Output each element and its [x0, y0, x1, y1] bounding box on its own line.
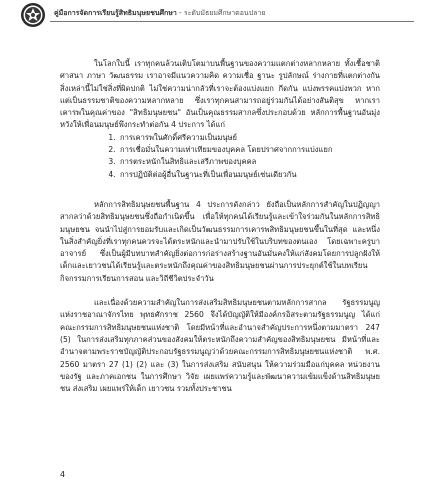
paragraph-intro: ในโลกใบนี้ เราทุกคนล้วนเติบโตมาบนพื้นฐานของความแตกต่างหลากหลาย ทั้งเชื้อชาติ ศาสนา ภาษา วัฒนธรรม เราอาจมีแนวความคิด ความเชื่อ ฐานะ รูปลักษณ์ ร่างกายที่แตกต่างกัน สิ่งเหล่านี้ไม่ใช่สิ่งที่ผิดปกติ ไม่ใช่ความน่ากลัวที่เราจะต้องแบ่งแยก กีดกัน แบ่งพรรคแบ่งพวก หากแต่เป็นธรรมชาติของความหลากหลาย ซึ่งเราทุกคนสามารถอยู่ร่วมกันได้อย่างสันติสุข หากเราเคารพในคุณค่าของ "สิทธิมนุษยชน" อันเป็นคุณธรรมสากลซึ่งประกอบด้วย หลักการพื้นฐานอันมุ่งหวังให้เพื่อนมนุษย์พึงกระทำต่อกัน 4 ประการ ได้แก่ — [60, 59, 380, 130]
paragraph-principles: หลักการสิทธิมนุษยชนพื้นฐาน 4 ประการดังกล่าว ยังถือเป็นหลักการสำคัญในปฏิญญาสากลว่าด้วยสิทธิมนุษยชนซึ่งถือกำเนิดขึ้น เพื่อให้ทุกคนได้เรียนรู้และเข้าใจร่วมกันในหลักการสิทธิมนุษยชน จนนำไปสู่การยอมรับและเกิดเป็นวัฒนธรรมการเคารพสิทธิมนุษยชนขึ้นในที่สุด และหนึ่งในสิ่งสำคัญยิ่งที่เราทุกคนควรจะได้ตระหนักและนำมาปรับใช้ในบริบทของตนเอง โดยเฉพาะครูบาอาจารย์ ซึ่งเป็นผู้มีบทบาทสำคัญยิ่งต่อการก่อร่างสร้างฐานอันมั่นคงให้แก่สังคมโดยการปลูกฝังให้เด็กและเยาวชนได้เรียนรู้และตระหนักถึงคุณค่าของสิทธิมนุษยชนผ่านการประยุกต์ใช้ในบทเรียน กิจกรรมการเรียนการสอน และวิถีชีวิตประจำวัน — [60, 199, 380, 283]
spacer — [60, 181, 380, 199]
page-header — [20, 0, 410, 30]
page-number: 4 — [60, 470, 66, 479]
nhrc-seal-logo-icon — [20, 2, 46, 28]
paragraph-constitution: และเนื่องด้วยความสำคัญในการส่งเสริมสิทธิมนุษยชนตามหลักการสากล รัฐธรรมนูญแห่งราชอาณาจักรไทย พุทธศักราช 2560 จึงได้บัญญัติให้มีองค์กรอิสระตามรัฐธรรมนูญ ได้แก่ คณะกรรมการสิทธิมนุษยชนแห่งชาติ โดยมีหน้าที่และอำนาจสำคัญประการหนึ่งตามมาตรา 247 (5) ในการส่งเสริมทุกภาคส่วนของสังคมให้ตระหนักถึงความสำคัญของสิทธิมนุษยชน มีหน้าที่และอำนาจตามพระราชบัญญัติประกอบรัฐธรรมนูญว่าด้วยคณะกรรมการสิทธิมนุษยชนแห่งชาติ พ.ศ. 2560 มาตรา 27 (1) (2) และ (3) ในการส่งเสริม สนับสนุน ให้ความร่วมมือแก่บุคคล หน่วยงานของรัฐ และภาคเอกชน ในการศึกษา วิจัย เผยแพร่ความรู้และพัฒนาความเข้มแข็งด้านสิทธิมนุษยชน ส่งเสริม เผยแพร่ให้เด็ก เยาวชน รวมทั้งประชาชน — [60, 298, 380, 394]
principles-list — [60, 132, 380, 181]
list-item: 4. การปฏิบัติต่อผู้อื่นในฐานะที่เป็นเพื่อนมนุษย์เช่นเดียวกัน — [118, 169, 380, 181]
header-title: คู่มือการจัดการเรียนรู้สิทธิมนุษยชนศึกษา — [54, 9, 177, 17]
header-divider — [50, 21, 414, 22]
list-item: 1. การเคารพในศักดิ์ศรีความเป็นมนุษย์ — [118, 132, 380, 144]
document-body — [60, 58, 380, 395]
list-item: 3. การตระหนักในสิทธิและเสรีภาพของบุคคล — [118, 156, 380, 168]
header-subtitle: ระดับมัธยมศึกษาตอนปลาย — [183, 9, 266, 17]
spacer — [60, 285, 380, 297]
header-text — [54, 8, 265, 19]
header-separator: - — [179, 9, 182, 17]
list-item: 2. การเชื่อมั่นในความเท่าเทียมของบุคคล โดยปราศจากการแบ่งแยก — [118, 144, 380, 156]
